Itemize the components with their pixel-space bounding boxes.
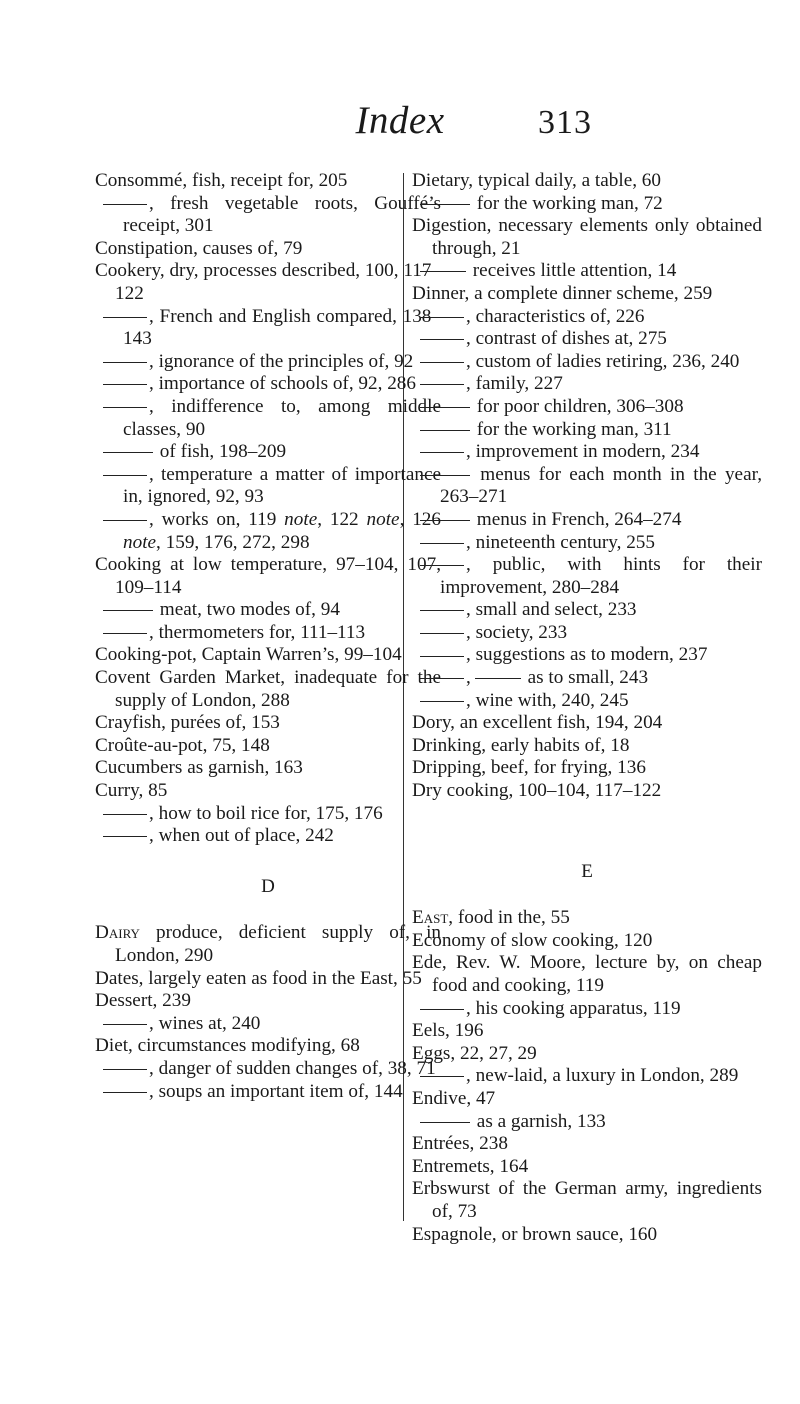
ditto-dash (103, 407, 147, 408)
ditto-dash (103, 317, 147, 318)
index-entry: Dry cooking, 100–104, 117–122 (412, 780, 662, 802)
ditto-dash (103, 204, 147, 205)
index-subentry: for the working man, 311 (412, 419, 762, 442)
index-entry: Covent Garden Market, inadequate for the supply of London, 288 (95, 667, 441, 711)
ditto-dash (103, 475, 147, 476)
ditto-dash (420, 430, 470, 431)
index-subentry: , public, with hints for their improvement, 280–284 (412, 554, 762, 599)
index-subentry: , his cooking apparatus, 119 (412, 998, 762, 1021)
index-entry: Cookery, dry, processes described, 100, 117–122 (95, 260, 441, 304)
ditto-dash (420, 271, 466, 272)
index-subentry: , danger of sudden changes of, 38, 71 (95, 1058, 441, 1081)
ditto-dash (420, 543, 464, 544)
index-subentry: , French and English compared, 138–143 (95, 306, 441, 351)
ditto-dash (420, 452, 464, 453)
index-entry: East, food in the, 55 (412, 907, 570, 929)
index-subentry: , thermometers for, 111–113 (95, 622, 441, 645)
ditto-dash (103, 1092, 147, 1093)
index-subentry: , when out of place, 242 (95, 825, 441, 848)
index-subentry: for poor children, 306–308 (412, 396, 762, 419)
index-entry: Dory, an excellent fish, 194, 204 (412, 712, 663, 734)
ditto-dash (420, 407, 470, 408)
ditto-dash (420, 565, 464, 566)
ditto-dash (420, 1076, 464, 1077)
ditto-dash (103, 814, 147, 815)
ditto-dash (420, 656, 464, 657)
section-letter-d: D (261, 875, 275, 897)
index-subentry: , small and select, 233 (412, 599, 762, 622)
index-subentry: menus for each month in the year, 263–271 (412, 464, 762, 509)
ditto-dash (103, 1069, 147, 1070)
index-subentry: , as to small, 243 (412, 667, 762, 690)
ditto-dash (103, 1024, 147, 1025)
ditto-dash (103, 633, 147, 634)
ditto-dash (103, 452, 153, 453)
index-entry: Espagnole, or brown sauce, 160 (412, 1223, 658, 1245)
page-number: 313 (538, 104, 592, 141)
index-subentry: , temperature a matter of importance in, ignored, 92, 93 (95, 464, 441, 509)
index-subentry: , society, 233 (412, 622, 762, 645)
index-subentry: , works on, 119 note, 122 note, 126 note, 159, 176, 272, 298 (95, 509, 441, 554)
ditto-dash (420, 633, 464, 634)
index-entry: Dripping, beef, for frying, 136 (412, 757, 646, 779)
index-subentry: , wines at, 240 (95, 1013, 441, 1036)
index-subentry: , improvement in modern, 234 (412, 441, 762, 464)
index-column-left (95, 170, 441, 1103)
index-entry: Cucumbers as garnish, 163 (95, 757, 303, 779)
ditto-dash (420, 475, 470, 476)
ditto-dash (420, 317, 464, 318)
index-subentry: , contrast of dishes at, 275 (412, 328, 762, 351)
index-subentry: , new-laid, a luxury in London, 289 (412, 1065, 762, 1088)
index-entry: Endive, 47 (412, 1087, 496, 1109)
ditto-dash (420, 362, 464, 363)
index-subentry: , family, 227 (412, 373, 762, 396)
index-entry: Cooking-pot, Captain Warren’s, 99–104 (95, 644, 402, 666)
index-entry: Diet, circumstances modifying, 68 (95, 1035, 360, 1057)
index-subentry: , ignorance of the principles of, 92 (95, 351, 441, 374)
index-column-right (412, 170, 762, 1246)
index-subentry: , suggestions as to modern, 237 (412, 644, 762, 667)
index-entry: Dairy produce, deficient supply of, in London, 290 (95, 922, 441, 966)
ditto-dash (103, 362, 147, 363)
index-entry: Cooking at low temperature, 97–104, 107, 109–114 (95, 554, 441, 598)
ditto-dash (420, 701, 464, 702)
ditto-dash (103, 836, 147, 837)
ditto-dash (420, 610, 464, 611)
index-entry: Drinking, early habits of, 18 (412, 734, 630, 756)
index-entry: Crayfish, purées of, 153 (95, 712, 280, 734)
index-subentry: , fresh vegetable roots, Gouffé’s receipt, 301 (95, 193, 441, 238)
index-entry: Constipation, causes of, 79 (95, 237, 303, 259)
index-subentry: , how to boil rice for, 175, 176 (95, 803, 441, 826)
index-subentry: menus in French, 264–274 (412, 509, 762, 532)
ditto-dash (103, 610, 153, 611)
index-entry: Curry, 85 (95, 780, 168, 802)
index-subentry: , nineteenth century, 255 (412, 532, 762, 555)
index-subentry: as a garnish, 133 (412, 1111, 762, 1134)
ditto-dash (420, 1009, 464, 1010)
index-entry: Dinner, a complete dinner scheme, 259 (412, 282, 713, 304)
index-entry: Erbswurst of the German army, ingredients of, 73 (412, 1178, 762, 1222)
ditto-dash (420, 520, 470, 521)
index-entry: Economy of slow cooking, 120 (412, 929, 653, 951)
index-subentry: , characteristics of, 226 (412, 306, 762, 329)
ditto-dash (420, 204, 470, 205)
ditto-dash (420, 339, 464, 340)
index-subentry: meat, two modes of, 94 (95, 599, 441, 622)
page-header (0, 98, 800, 158)
index-entry: Ede, Rev. W. Moore, lecture by, on cheap food and cooking, 119 (412, 952, 762, 996)
index-subentry: , importance of schools of, 92, 286 (95, 373, 441, 396)
ditto-dash (103, 384, 147, 385)
index-subentry: receives little attention, 14 (412, 260, 762, 283)
ditto-dash (420, 678, 464, 679)
index-entry: Dietary, typical daily, a table, 60 (412, 170, 661, 191)
section-letter-e: E (581, 860, 593, 882)
index-entry: Entrées, 238 (412, 1133, 508, 1155)
ditto-dash (475, 678, 521, 679)
index-subentry: , custom of ladies retiring, 236, 240 (412, 351, 762, 374)
index-entry: Digestion, necessary elements only obtained through, 21 (412, 215, 762, 259)
running-title: Index (355, 99, 445, 142)
index-entry: Dessert, 239 (95, 990, 191, 1012)
index-subentry: of fish, 198–209 (95, 441, 441, 464)
index-subentry: , soups an important item of, 144 (95, 1081, 441, 1104)
index-entry: Croûte-au-pot, 75, 148 (95, 734, 270, 756)
ditto-dash (420, 384, 464, 385)
index-entry: Consommé, fish, receipt for, 205 (95, 170, 348, 191)
index-entry: Dates, largely eaten as food in the East, 55 (95, 967, 422, 989)
index-entry: Eels, 196 (412, 1020, 484, 1042)
ditto-dash (420, 1122, 470, 1123)
index-subentry: for the working man, 72 (412, 193, 762, 216)
index-subentry: , wine with, 240, 245 (412, 690, 762, 713)
index-entry: Eggs, 22, 27, 29 (412, 1042, 537, 1064)
ditto-dash (103, 520, 147, 521)
index-subentry: , indifference to, among middle classes, 90 (95, 396, 441, 441)
index-entry: Entremets, 164 (412, 1155, 529, 1177)
